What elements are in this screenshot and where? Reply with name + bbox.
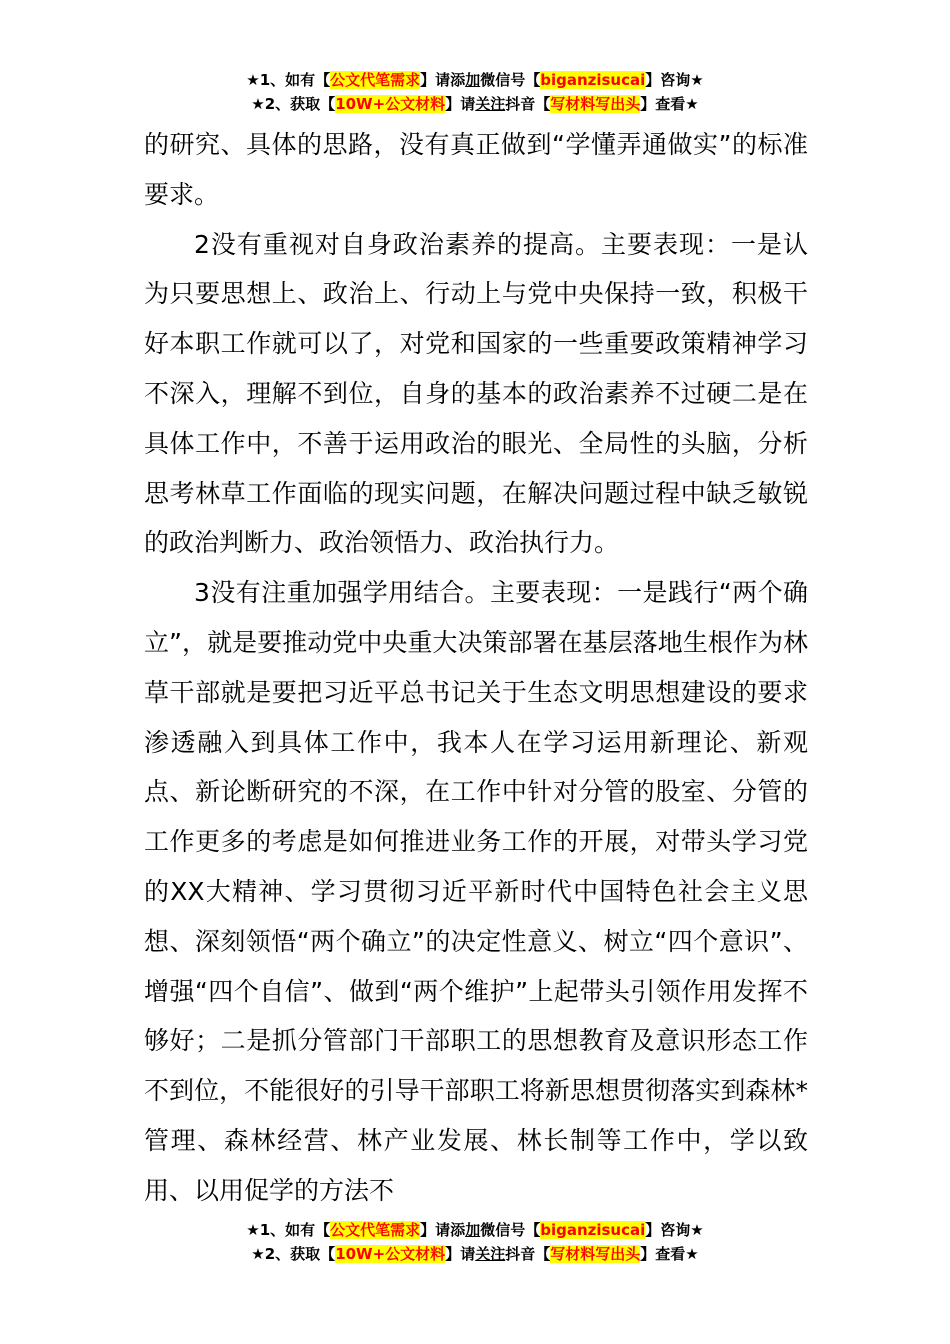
footer-line-2-text-b: 抖音【 [505, 1245, 551, 1263]
footer-line-1-underlined: 加 [465, 1221, 481, 1239]
header-highlight-douyin-account: 写材料写出头 [550, 95, 641, 113]
paragraph-learning-application: 3没有注重加强学用结合。主要表现：一是践行“两个确立”，就是要推动党中央重大决策部署在基层落地生根作为林草干部就是要把习近平总书记关于生态文明思想建设的要求渗透融入到具体工作中，我本人在学习运用新理论、新观点、新论断研究的不深，在工作中针对分管的股室、分管的工作更多的考虑是如何推进业务工作的开展，对带头学习党的XX大精神、学习贯彻习近平新时代中国特色社会主义思想、深刻领悟“两个确立”的决定性意义、树立“四个意识”、增强“四个自信”、做到“两个维护”上起带头引领作用发挥不够好；二是抓分管部门干部职工的思想教育及意识形态工作不到位，不能很好的引导干部职工将新思想贯彻落实到森林*管理、森林经营、林产业发展、林长制等工作中，学以致用、以用促学的方法不 [144, 578, 808, 1205]
header-line-1 [0, 68, 950, 92]
footer-highlight-materials: 10W+公文材料 [335, 1245, 446, 1263]
header-line-2-text-a: 】请 [445, 95, 476, 113]
header-line-2 [0, 92, 950, 116]
header-line-2-text-b: 抖音【 [505, 95, 551, 113]
footer-line-1-text-b: 微信号【 [480, 1221, 541, 1239]
footer-line-2-prefix: ★2、获取【 [251, 1245, 336, 1263]
footer-highlight-writing-service: 公文代笔需求 [330, 1221, 421, 1239]
header-highlight-wechat-id: biganzisucai [540, 71, 646, 89]
header-line-1-text-a: 】请添 [420, 71, 466, 89]
header-line-1-underlined: 加 [465, 71, 481, 89]
header-line-1-text-b: 微信号【 [480, 71, 541, 89]
document-body [144, 120, 808, 1216]
paragraph-continuation: 的研究、具体的思路，没有真正做到“学懂弄通做实”的标准要求。 [144, 130, 808, 209]
footer-line-1-prefix: ★1、如有【 [246, 1221, 331, 1239]
header-line-2-underlined: 关注 [475, 95, 506, 113]
footer-highlight-wechat-id: biganzisucai [540, 1221, 646, 1239]
header-line-1-suffix: 】咨询★ [645, 71, 704, 89]
footer-highlight-douyin-account: 写材料写出头 [550, 1245, 641, 1263]
header-line-2-suffix: 】查看★ [640, 95, 699, 113]
header-highlight-materials: 10W+公文材料 [335, 95, 446, 113]
header-highlight-writing-service: 公文代笔需求 [330, 71, 421, 89]
header-line-1-prefix: ★1、如有【 [246, 71, 331, 89]
paragraph-political-literacy: 2没有重视对自身政治素养的提高。主要表现：一是认为只要思想上、政治上、行动上与党中央保持一致，积极干好本职工作就可以了，对党和国家的一些重要政策精神学习不深入，理解不到位，自身的基本的政治素养不过硬二是在具体工作中，不善于运用政治的眼光、全局性的头脑，分析思考林草工作面临的现实问题，在解决问题过程中缺乏敏锐的政治判断力、政治领悟力、政治执行力。 [144, 229, 808, 558]
footer-line-2-text-a: 】请 [445, 1245, 476, 1263]
footer-line-1 [0, 1218, 950, 1242]
footer-line-2-underlined: 关注 [475, 1245, 506, 1263]
footer-line-2 [0, 1242, 950, 1266]
header-banner [0, 68, 950, 116]
footer-banner [0, 1218, 950, 1266]
header-line-2-prefix: ★2、获取【 [251, 95, 336, 113]
footer-line-1-text-a: 】请添 [420, 1221, 466, 1239]
footer-line-1-suffix: 】咨询★ [645, 1221, 704, 1239]
footer-line-2-suffix: 】查看★ [640, 1245, 699, 1263]
